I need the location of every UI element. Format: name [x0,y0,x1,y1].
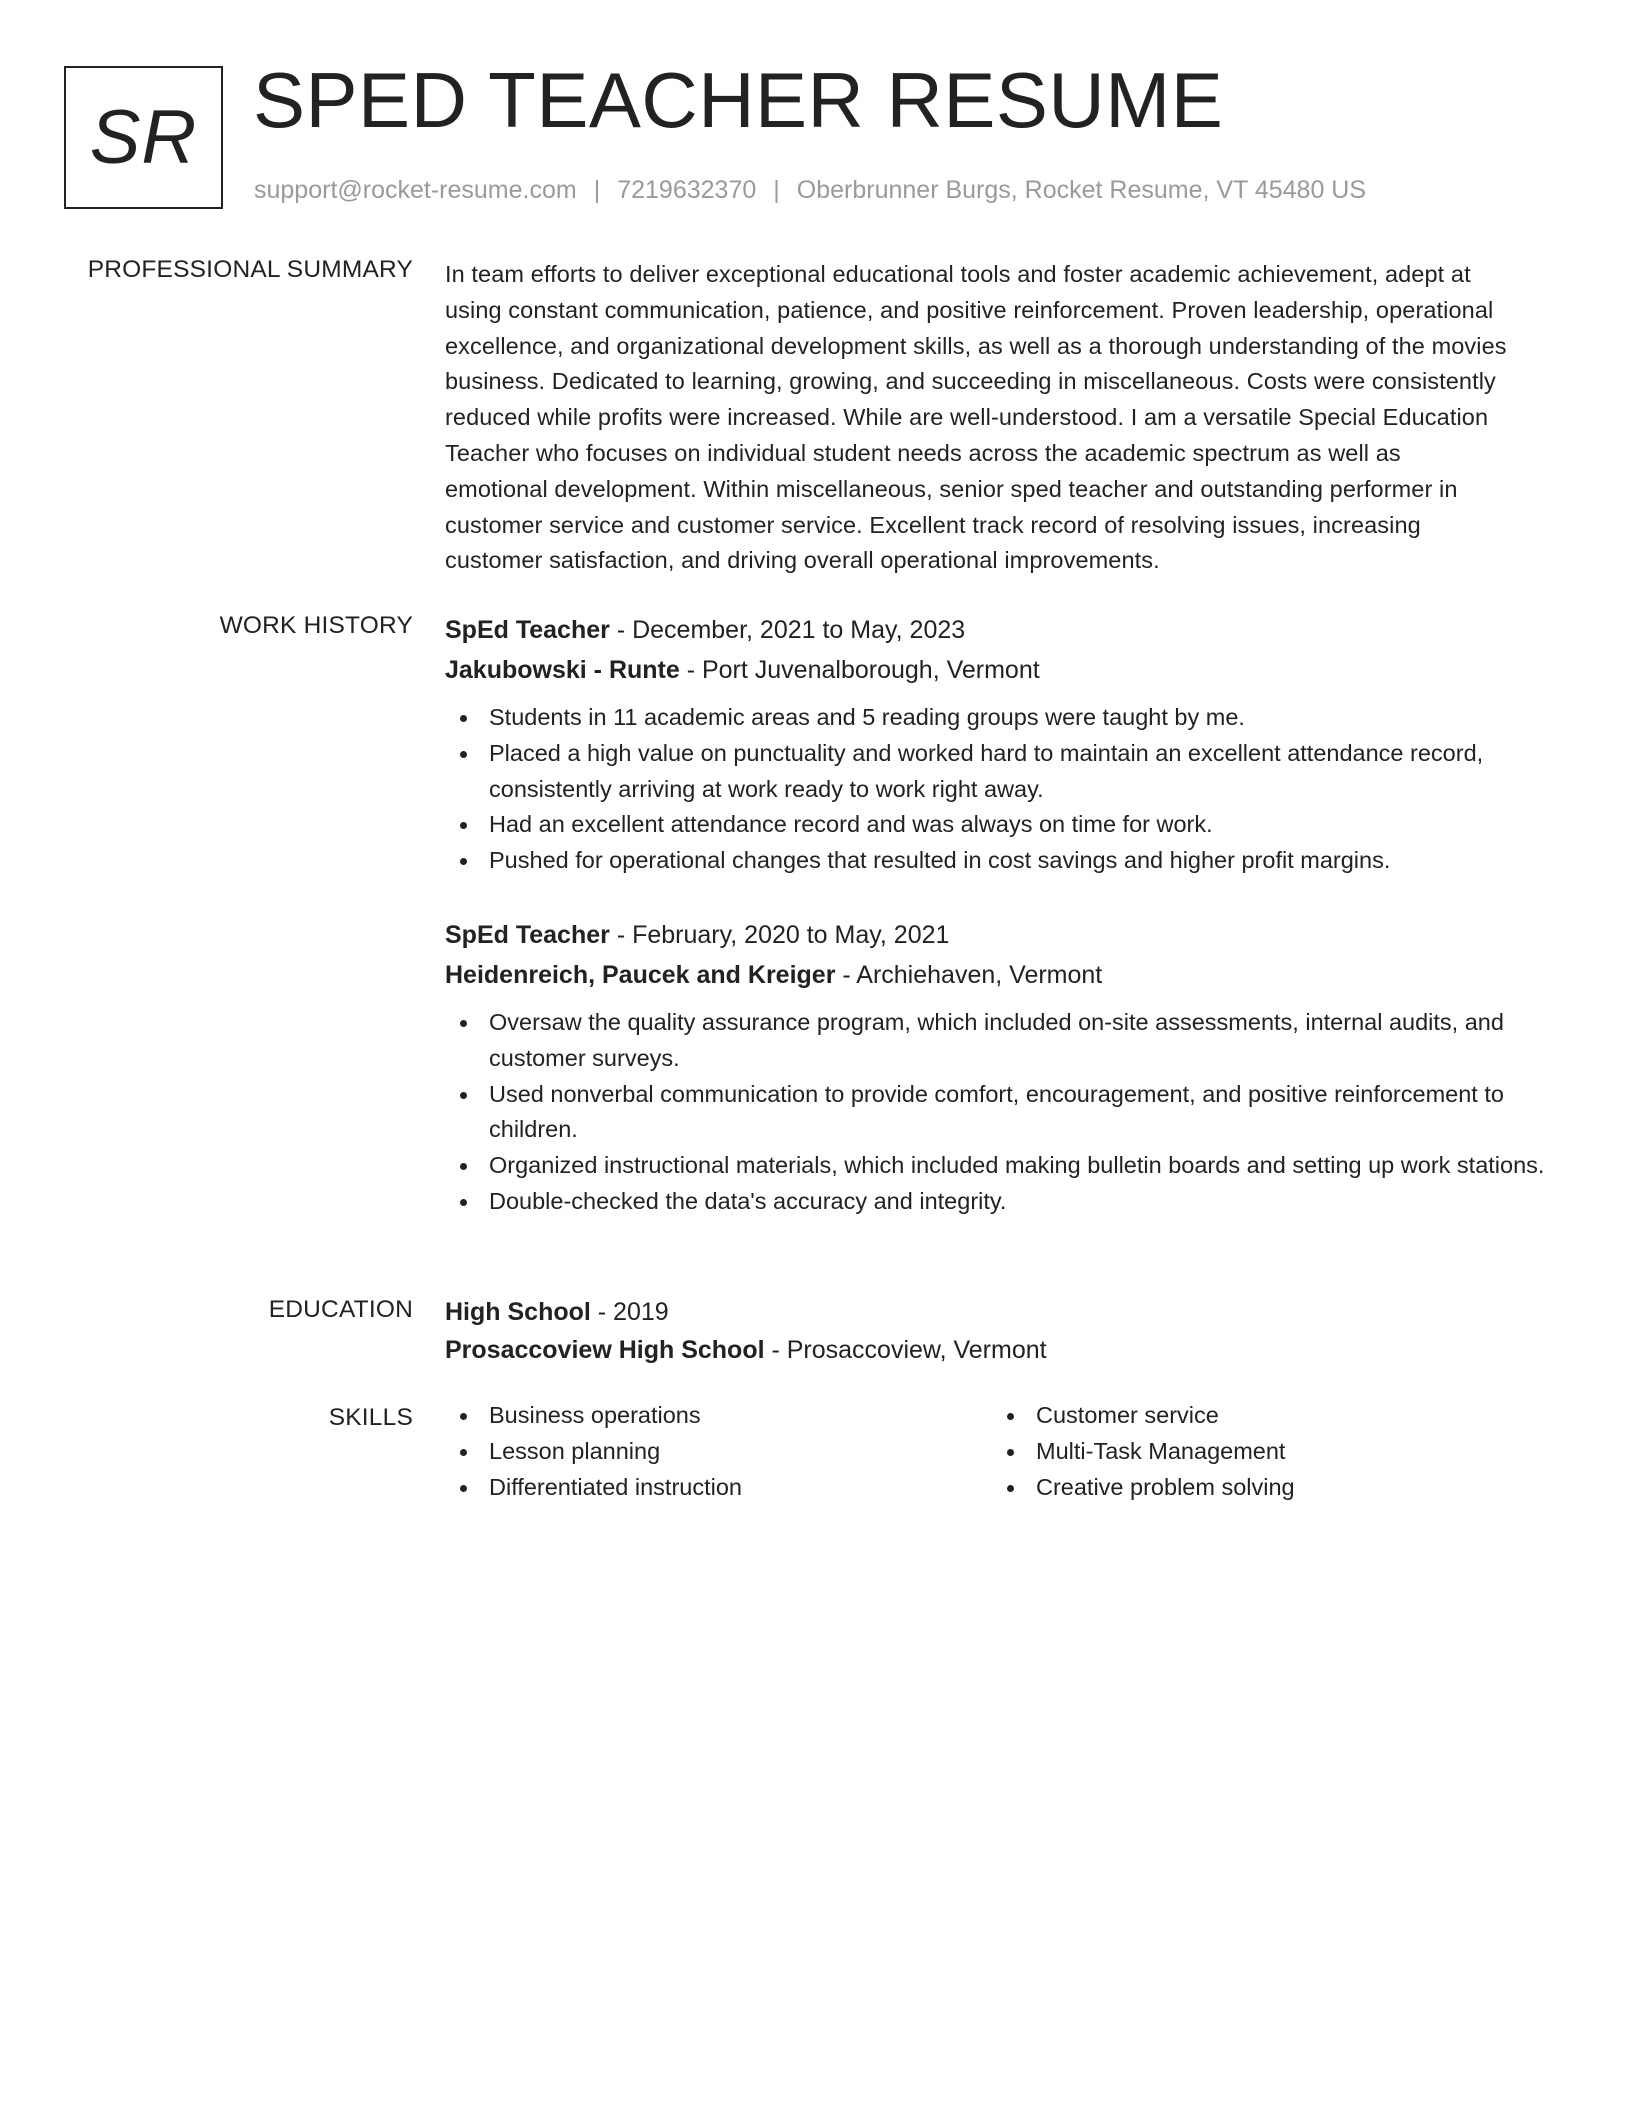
job-company-line [445,955,1565,995]
resume-title: SPED TEACHER RESUME [253,56,1224,144]
contact-phone: 7219632370 [617,176,757,204]
skill-item: Lesson planning [445,1434,992,1470]
summary-text [445,257,1565,579]
summary-line: excellence, and organizational development skills, as well as a thorough understanding of the movies [445,332,1507,359]
skills-column-right [992,1398,1539,1505]
skill-item: Customer service [992,1398,1539,1434]
job-bullet: Oversaw the quality assurance program, which included on-site assessments, internal audits, and customer surveys. [445,1005,1565,1077]
summary-line: using constant communication, patience, and positive reinforcement. Proven leadership, operational [445,296,1494,323]
summary-line: Teacher who focuses on individual student needs across the academic spectrum as well as [445,439,1401,466]
job-entry [445,610,1565,879]
education-degree: High School [445,1298,591,1326]
education-school: Prosaccoview High School [445,1336,765,1364]
summary-line: customer service and customer service. Excellent track record of resolving issues, increasing [445,511,1421,538]
summary-line: In team efforts to deliver exceptional educational tools and foster academic achievement, adept at [445,261,1471,287]
skills-list [445,1398,1565,1505]
job-bullet: Had an excellent attendance record and was always on time for work. [445,807,1565,843]
education-heading: EDUCATION [268,1296,413,1323]
monogram-box [64,66,223,209]
job-bullet: Organized instructional materials, which included making bulletin boards and setting up work stations. [445,1148,1565,1184]
job-dates: - December, 2021 to May, 2023 [609,616,966,644]
job-company: Heidenreich, Paucek and Kreiger [445,961,836,989]
job-entry [445,915,1565,1220]
summary-line: customer satisfaction, and driving overall operational improvements. [445,547,1160,574]
summary-heading: PROFESSIONAL SUMMARY [87,256,413,283]
job-bullet: Used nonverbal communication to provide comfort, encouragement, and positive reinforcement to children. [445,1077,1565,1149]
summary-line: business. Dedicated to learning, growing, and succeeding in miscellaneous. Costs were consistently [445,368,1496,395]
skills-column-left [445,1398,992,1505]
monogram-initials: SR [89,94,198,180]
job-company-line [445,650,1565,690]
job-bullet: Students in 11 academic areas and 5 reading groups were taught by me. [445,700,1565,736]
skill-item: Differentiated instruction [445,1470,992,1506]
summary-line: reduced while profits were increased. While are well-understood. I am a versatile Special Education [445,404,1489,431]
job-title-line [445,915,1565,955]
skill-item: Business operations [445,1398,992,1434]
work-history-heading: WORK HISTORY [219,612,413,639]
job-location: - Archiehaven, Vermont [835,961,1103,989]
summary-line: emotional development. Within miscellaneous, senior sped teacher and outstanding performer in [445,475,1458,502]
skill-item: Multi-Task Management [992,1434,1539,1470]
job-company: Jakubowski - Runte [445,656,680,684]
job-title: SpEd Teacher [445,921,610,949]
contact-email: support@rocket-resume.com [254,176,577,204]
contact-separator: | [773,176,780,204]
job-title-line [445,610,1565,650]
contact-line [254,176,1366,205]
job-title: SpEd Teacher [445,616,610,644]
job-bullet: Pushed for operational changes that resulted in cost savings and higher profit margins. [445,843,1565,879]
education-year: - 2019 [590,1298,669,1326]
contact-separator: | [593,176,601,204]
education-degree-line [445,1292,1565,1332]
education-location: - Prosaccoview, Vermont [764,1336,1047,1364]
skill-item: Creative problem solving [992,1470,1539,1506]
job-bullet: Double-checked the data's accuracy and integrity. [445,1184,1565,1220]
skills-heading: SKILLS [328,1404,413,1431]
job-dates: - February, 2020 to May, 2021 [609,921,950,949]
education-entry [445,1292,1565,1370]
job-location: - Port Juvenalborough, Vermont [679,656,1040,684]
education-school-line [445,1330,1565,1370]
job-bullets [445,700,1565,879]
job-bullet: Placed a high value on punctuality and worked hard to maintain an excellent attendance record, consistently arriving at work ready to work right away. [445,736,1565,808]
job-bullets [445,1005,1565,1220]
contact-address: Oberbrunner Burgs, Rocket Resume, VT 45480 US [796,176,1367,204]
